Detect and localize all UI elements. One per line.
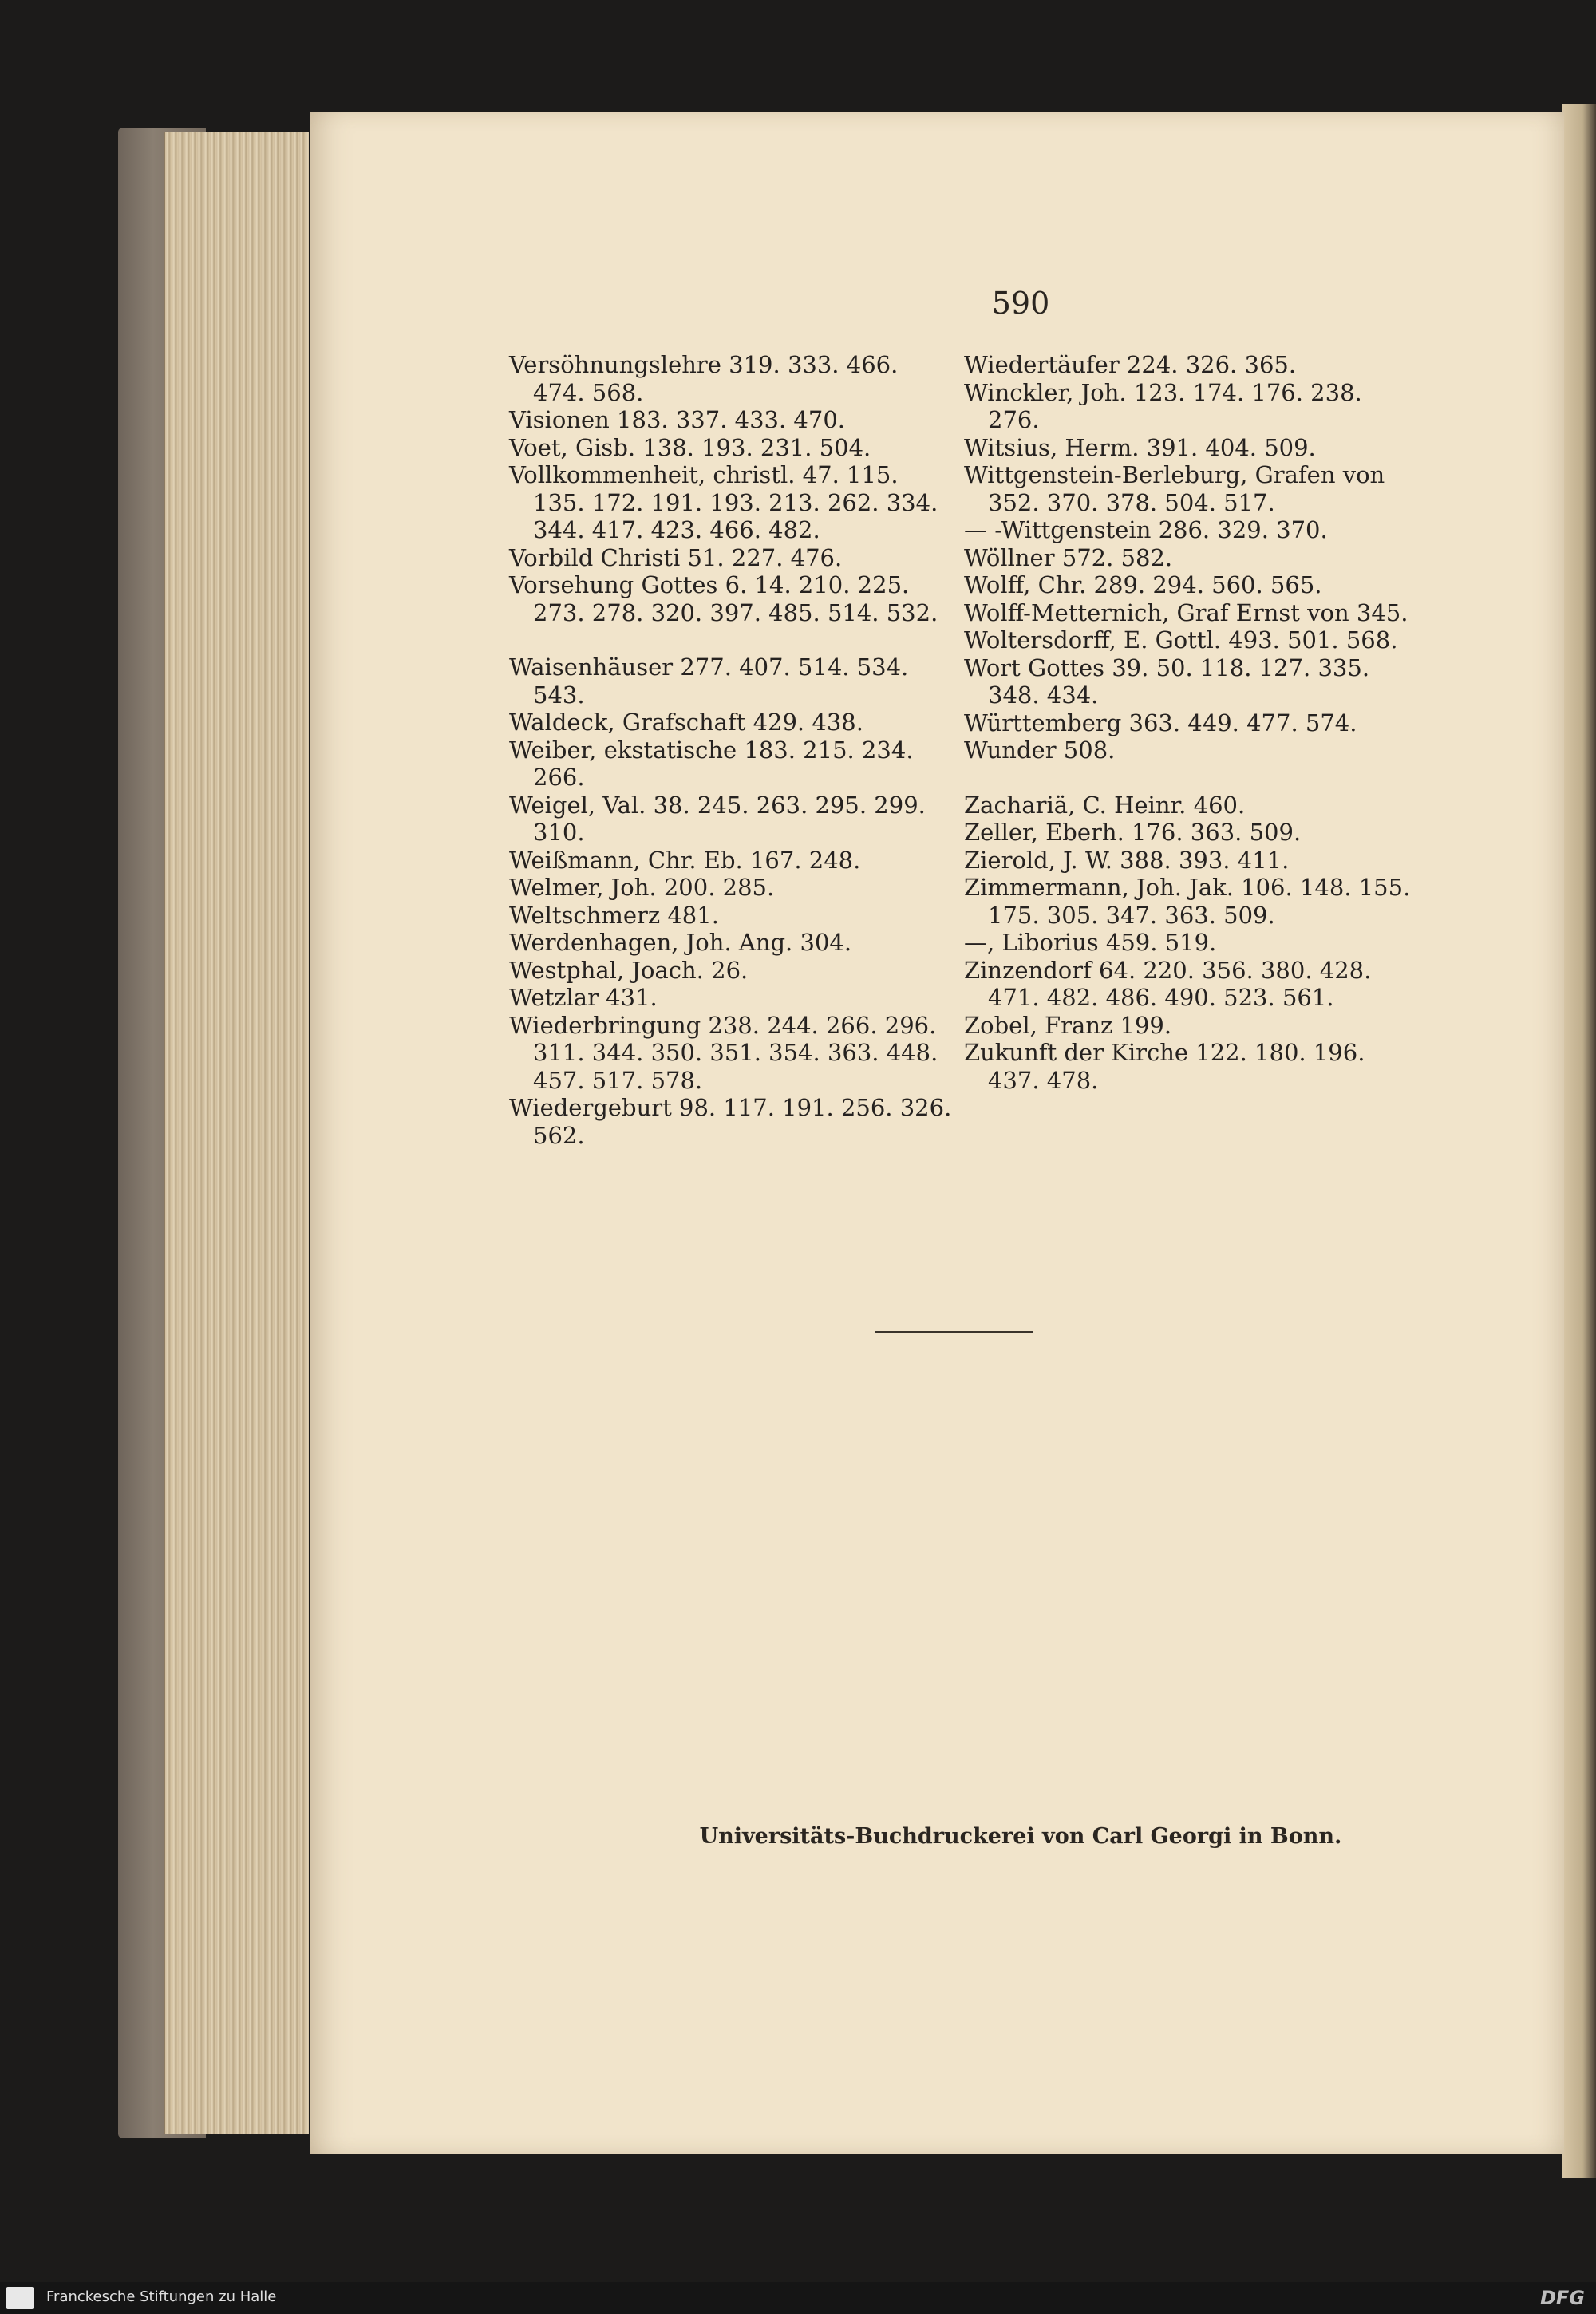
index-entry: Zobel, Franz 199.	[964, 1011, 1172, 1039]
index-entry: Wolff, Chr. 289. 294. 560. 565.	[964, 571, 1322, 598]
index-entry: Wöllner 572. 582.	[964, 543, 1173, 571]
index-column-right	[964, 351, 1411, 1094]
index-entry: Witsius, Herm. 391. 404. 509.	[964, 433, 1316, 461]
index-entry: Werdenhagen, Joh. Ang. 304.	[509, 929, 852, 956]
index-entry: Visionen 183. 337. 433. 470.	[509, 406, 845, 433]
index-entry: Wiederbringung 238. 244. 266. 296. 311. 344. 350. 351. 354. 363. 448. 457. 517. 578.	[509, 1011, 938, 1094]
index-entry: Zachariä, C. Heinr. 460.	[964, 791, 1246, 819]
section-gap	[964, 764, 1411, 792]
index-entry: Vorbild Christi 51. 227. 476.	[509, 543, 843, 571]
index-column-left	[509, 351, 956, 1149]
page-edges	[164, 132, 309, 2134]
index-entry: Weltschmerz 481.	[509, 901, 719, 929]
index-entry: Westphal, Joach. 26.	[509, 956, 749, 984]
index-entry: Württemberg 363. 449. 477. 574.	[964, 709, 1357, 736]
index-entry: Vollkommenheit, christl. 47. 115. 135. 172. 191. 193. 213. 262. 334. 344. 417. 423. 466. 482.	[509, 461, 938, 543]
index-entry: Wittgenstein-Berleburg, Grafen von 352. 370. 378. 504. 517.	[964, 461, 1385, 516]
index-entry: — -Wittgenstein 286. 329. 370.	[964, 516, 1328, 543]
index-entry: Voet, Gisb. 138. 193. 231. 504.	[509, 433, 871, 461]
index-entry: Wiedergeburt 98. 117. 191. 256. 326. 562.	[509, 1094, 952, 1149]
dfg-logo: DFG	[1539, 2287, 1585, 2309]
index-entry: Welmer, Joh. 200. 285.	[509, 874, 775, 901]
right-page-rim	[1562, 104, 1596, 2178]
index-entry: Zinzendorf 64. 220. 356. 380. 428. 471. 482. 486. 490. 523. 561.	[964, 956, 1372, 1011]
index-entry: Zierold, J. W. 388. 393. 411.	[964, 846, 1290, 874]
page-number: 590	[991, 286, 1050, 321]
index-entry: Woltersdorff, E. Gottl. 493. 501. 568.	[964, 626, 1398, 654]
index-entry: Waisenhäuser 277. 407. 514. 534. 543.	[509, 654, 909, 709]
institution-logo-icon	[6, 2287, 34, 2309]
index-entry: Vorsehung Gottes 6. 14. 210. 225. 273. 278. 320. 397. 485. 514. 532.	[509, 571, 938, 626]
section-gap	[509, 626, 956, 654]
index-entry: Wetzlar 431.	[509, 984, 658, 1011]
separator-rule	[875, 1331, 1033, 1333]
index-entry: Weiber, ekstatische 183. 215. 234. 266.	[509, 736, 914, 791]
index-entry: Wolff-Metternich, Graf Ernst von 345.	[964, 598, 1408, 626]
index-entry: Wort Gottes 39. 50. 118. 127. 335. 348. 434.	[964, 654, 1370, 709]
institution-name: Franckesche Stiftungen zu Halle	[46, 2288, 277, 2305]
index-entry: Wunder 508.	[964, 736, 1116, 764]
book-page	[310, 112, 1564, 2154]
index-entry: Winckler, Joh. 123. 174. 176. 238. 276.	[964, 378, 1362, 433]
index-entry: Versöhnungslehre 319. 333. 466. 474. 568.	[509, 351, 899, 406]
index-entry: —, Liborius 459. 519.	[964, 929, 1217, 956]
index-entry: Zeller, Eberh. 176. 363. 509.	[964, 819, 1302, 846]
index-entry: Weißmann, Chr. Eb. 167. 248.	[509, 846, 861, 874]
viewer-footer	[0, 2282, 1596, 2314]
index-entry: Zimmermann, Joh. Jak. 106. 148. 155. 175. 305. 347. 363. 509.	[964, 874, 1411, 929]
index-entry: Waldeck, Grafschaft 429. 438.	[509, 709, 863, 736]
index-entry: Weigel, Val. 38. 245. 263. 295. 299. 310.	[509, 791, 926, 846]
index-entry: Wiedertäufer 224. 326. 365.	[964, 351, 1297, 378]
printer-imprint: Universitäts-Buchdruckerei von Carl Georgi in Bonn.	[699, 1824, 1342, 1849]
index-entry: Zukunft der Kirche 122. 180. 196. 437. 478.	[964, 1039, 1365, 1094]
